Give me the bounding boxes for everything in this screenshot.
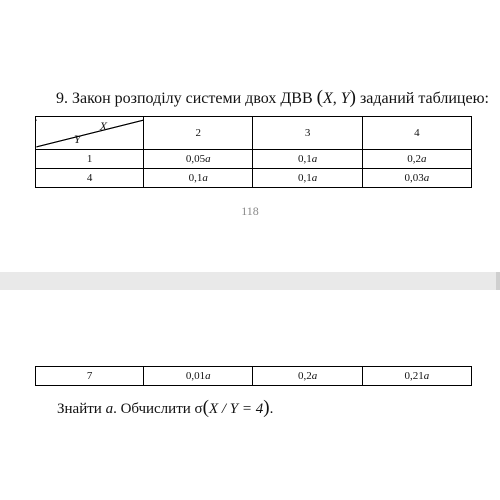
probability-cell: 0,03a <box>362 169 471 188</box>
scrollbar-segment[interactable] <box>496 272 500 290</box>
var-a: a <box>105 401 114 417</box>
var-x: X <box>322 90 333 107</box>
page-gap <box>0 272 500 290</box>
x-value-cell: 3 <box>253 117 362 150</box>
task-text: Знайти a. Обчислити σ(X / Y = 4). <box>57 397 274 418</box>
distribution-table-continued <box>35 366 472 386</box>
y-value-cell: 1 <box>36 150 144 169</box>
probability-cell: 0,2a <box>253 367 362 386</box>
table-corner-cell <box>36 117 144 150</box>
probability-cell: 0,2a <box>362 150 471 169</box>
corner-y-label: Y <box>74 132 81 146</box>
probability-cell: 0,1a <box>253 150 362 169</box>
probability-cell: 0,1a <box>144 169 253 188</box>
distribution-table <box>35 116 472 188</box>
task-text-end: . <box>269 401 274 417</box>
problem-heading-tail: заданий таблицею: <box>359 90 489 107</box>
comma: , <box>332 90 341 107</box>
y-value-cell: 7 <box>36 367 144 386</box>
task-text-start: Знайти <box>57 401 102 417</box>
probability-cell: 0,21a <box>362 367 471 386</box>
table-header-row <box>36 117 472 150</box>
x-value-cell: 4 <box>362 117 471 150</box>
sigma-symbol: σ <box>194 401 203 417</box>
table-row <box>36 169 472 188</box>
task-text-mid: . Обчислити <box>113 401 191 417</box>
probability-cell: 0,1a <box>253 169 362 188</box>
corner-x-label: X <box>99 119 108 133</box>
problem-heading: 9. Закон розподілу системи двох ДВВ (X, Y) заданий таблицею: <box>56 87 489 108</box>
var-y: Y <box>340 90 350 107</box>
page-number: 118 <box>241 204 259 218</box>
task-expression: X / Y = 4 <box>208 401 264 417</box>
table-row <box>36 367 472 386</box>
probability-cell: 0,01a <box>144 367 253 386</box>
probability-cell: 0,05a <box>144 150 253 169</box>
document-page-bottom <box>0 290 500 500</box>
y-value-cell: 4 <box>36 169 144 188</box>
table-row <box>36 150 472 169</box>
problem-heading-text: 9. Закон розподілу системи двох ДВВ <box>56 90 313 107</box>
x-value-cell: 2 <box>144 117 253 150</box>
